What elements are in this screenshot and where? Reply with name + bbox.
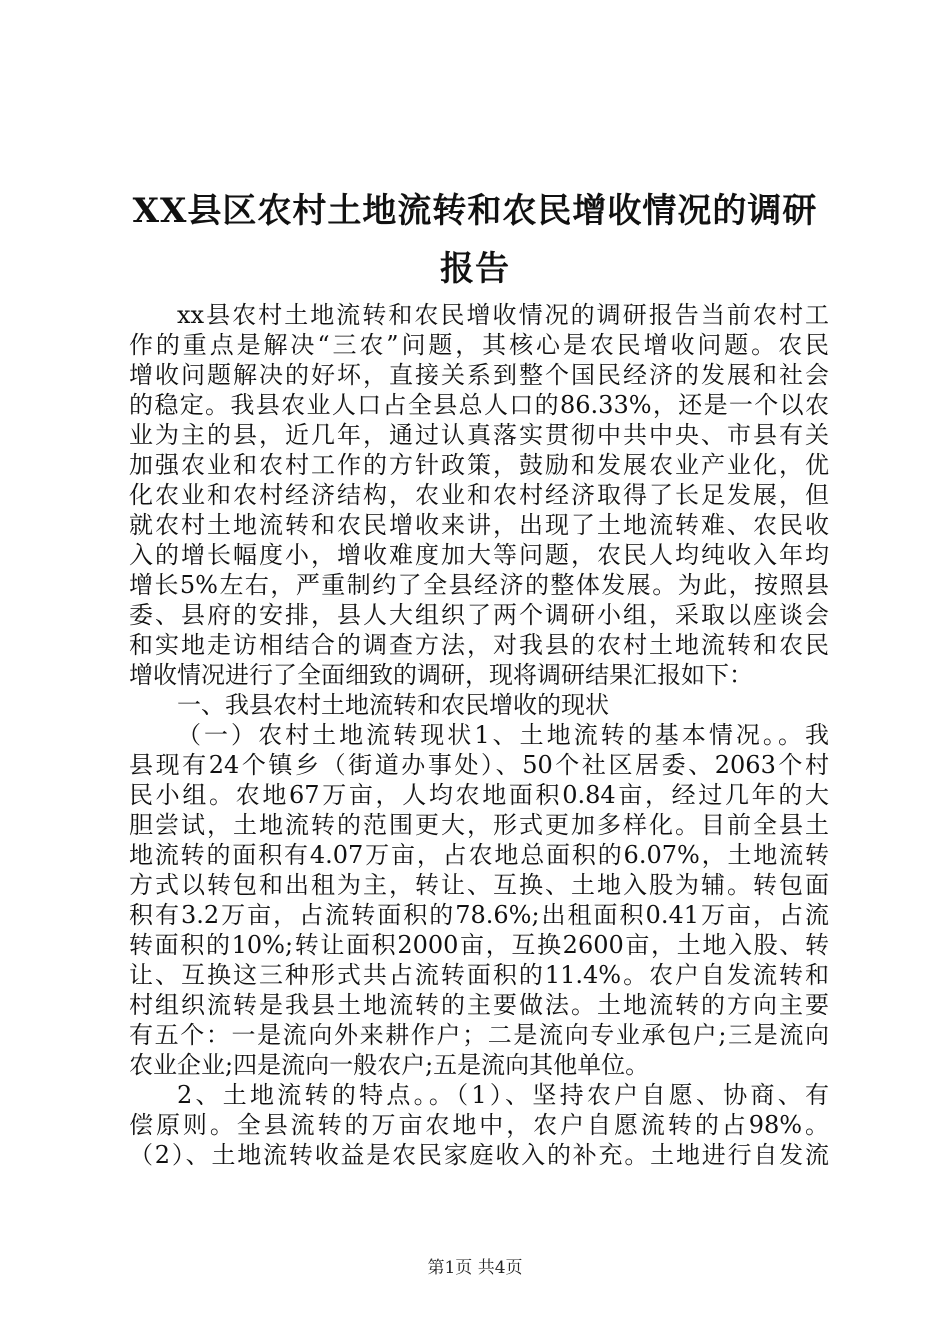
body-line: 偿原则。全县流转的万亩农地中，农户自愿流转的占98%。	[129, 1111, 829, 1139]
document-body	[129, 300, 829, 1170]
section-heading: 一、我县农村土地流转和农民增收的现状	[177, 691, 609, 719]
body-line: 化农业和农村经济结构，农业和农村经济取得了长足发展，但	[129, 481, 829, 509]
document-title-line-1: XX县区农村土地流转和农民增收情况的调研	[132, 191, 818, 231]
body-line: 胆尝试，土地流转的范围更大，形式更加多样化。目前全县土	[129, 811, 829, 839]
body-line: 作的重点是解决“三农”问题，其核心是农民增收问题。农民	[129, 331, 829, 359]
body-line: （2）、土地流转收益是农民家庭收入的补充。土地进行自发流	[129, 1141, 829, 1169]
body-line: 村组织流转是我县土地流转的主要做法。土地流转的方向主要	[129, 991, 829, 1019]
page-number-footer: 第1页 共4页	[427, 1258, 523, 1278]
body-line: 和实地走访相结合的调查方法，对我县的农村土地流转和农民	[129, 631, 829, 659]
body-line: 2、土地流转的特点。。（1）、坚持农户自愿、协商、有	[177, 1081, 829, 1109]
body-line: 县现有24个镇乡（街道办事处）、50个社区居委、2063个村	[129, 751, 829, 779]
body-line: 民小组。农地67万亩，人均农地面积0.84亩，经过几年的大	[129, 781, 829, 809]
document-title-line-2: 报告	[440, 249, 510, 289]
body-line: 委、县府的安排，县人大组织了两个调研小组，采取以座谈会	[129, 601, 829, 629]
body-line: 地流转的面积有4.07万亩，占农地总面积的6.07%，土地流转	[129, 841, 829, 869]
body-line: 积有3.2万亩，占流转面积的78.6%;出租面积0.41万亩，占流	[129, 901, 829, 929]
body-line: 增收情况进行了全面细致的调研，现将调研结果汇报如下：	[129, 661, 753, 689]
body-line: 方式以转包和出租为主，转让、互换、土地入股为辅。转包面	[129, 871, 829, 899]
body-line: （一）农村土地流转现状1、土地流转的基本情况。。我	[177, 721, 829, 749]
body-line: 有五个：一是流向外来耕作户；二是流向专业承包户;三是流向	[129, 1021, 829, 1049]
body-line: 加强农业和农村工作的方针政策，鼓励和发展农业产业化，优	[129, 451, 829, 479]
body-line: 让、互换这三种形式共占流转面积的11.4%。农户自发流转和	[129, 961, 829, 989]
body-line: 业为主的县，近几年，通过认真落实贯彻中共中央、市县有关	[129, 421, 829, 449]
body-line: xx县农村土地流转和农民增收情况的调研报告当前农村工	[177, 301, 829, 329]
body-line: 的稳定。我县农业人口占全县总人口的86.33%，还是一个以农	[129, 391, 829, 419]
body-line: 入的增长幅度小，增收难度加大等问题，农民人均纯收入年均	[129, 541, 829, 569]
body-line: 增收问题解决的好坏，直接关系到整个国民经济的发展和社会	[129, 361, 829, 389]
body-line: 就农村土地流转和农民增收来讲，出现了土地流转难、农民收	[129, 511, 829, 539]
body-line: 转面积的10%;转让面积2000亩，互换2600亩，土地入股、转	[129, 931, 829, 959]
body-line: 农业企业;四是流向一般农户;五是流向其他单位。	[129, 1051, 650, 1079]
body-line: 增长5%左右，严重制约了全县经济的整体发展。为此，按照县	[129, 571, 829, 599]
